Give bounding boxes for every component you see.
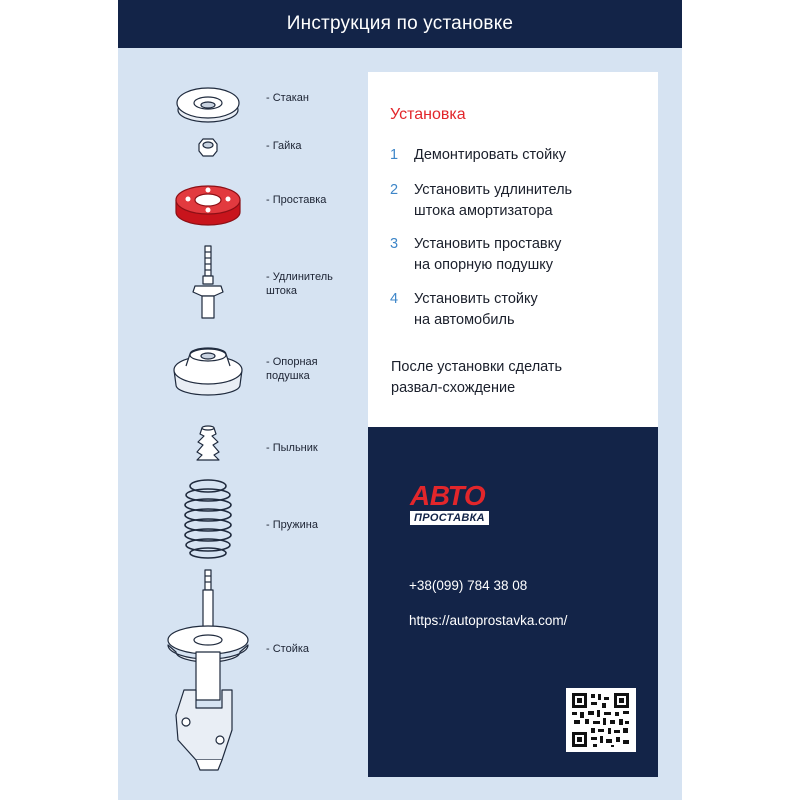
step-text: Установить стойку на автомобиль	[414, 291, 538, 328]
install-step	[390, 234, 561, 276]
spacer-illustration	[176, 186, 240, 225]
step-text: Установить проставку на опорную подушку	[414, 236, 562, 273]
after-install-note: После установки сделать развал-схождение	[391, 359, 563, 396]
part-label-dust-boot: - Пыльник	[266, 442, 318, 454]
part-label-cup: - Стакан	[266, 92, 309, 104]
part-label-strut: - Стойка	[266, 643, 310, 655]
logo-main-text: АВТО	[410, 480, 486, 511]
qr-code	[566, 688, 636, 752]
part-label-spacer: - Проставка	[266, 194, 327, 206]
step-number: 2	[390, 182, 399, 198]
support-cushion-illustration	[174, 348, 242, 395]
qr-code-icon	[566, 688, 636, 752]
nut-illustration	[199, 139, 217, 156]
rod-extender-illustration	[193, 246, 223, 318]
spring-illustration	[185, 480, 231, 558]
step-number: 3	[390, 236, 399, 252]
step-number: 1	[390, 147, 399, 163]
install-title: Установка	[390, 106, 466, 123]
strut-illustration	[168, 570, 248, 770]
part-label-rod-extender: - Удлинитель штока	[266, 271, 333, 297]
dust-boot-illustration	[197, 426, 219, 460]
logo-sub-text: ПРОСТАВКА	[410, 511, 489, 525]
page-title: Инструкция по установке	[118, 0, 682, 48]
install-step	[390, 180, 572, 222]
install-step	[390, 145, 566, 166]
step-text: Установить удлинитель штока амортизатора	[414, 182, 573, 219]
brand-logo	[410, 480, 489, 526]
parts-diagram	[118, 48, 368, 800]
part-label-spring: - Пружина	[266, 519, 318, 531]
phone-number: +38(099) 784 38 08	[409, 578, 528, 593]
website-link[interactable]: https://autoprostavka.com/	[409, 613, 568, 628]
step-number: 4	[390, 291, 399, 307]
install-step	[390, 289, 538, 331]
part-label-nut: - Гайка	[266, 140, 302, 152]
part-label-support-cushion: - Опорная подушка	[266, 356, 318, 382]
cup-illustration	[177, 88, 239, 122]
step-text: Демонтировать стойку	[414, 147, 566, 163]
